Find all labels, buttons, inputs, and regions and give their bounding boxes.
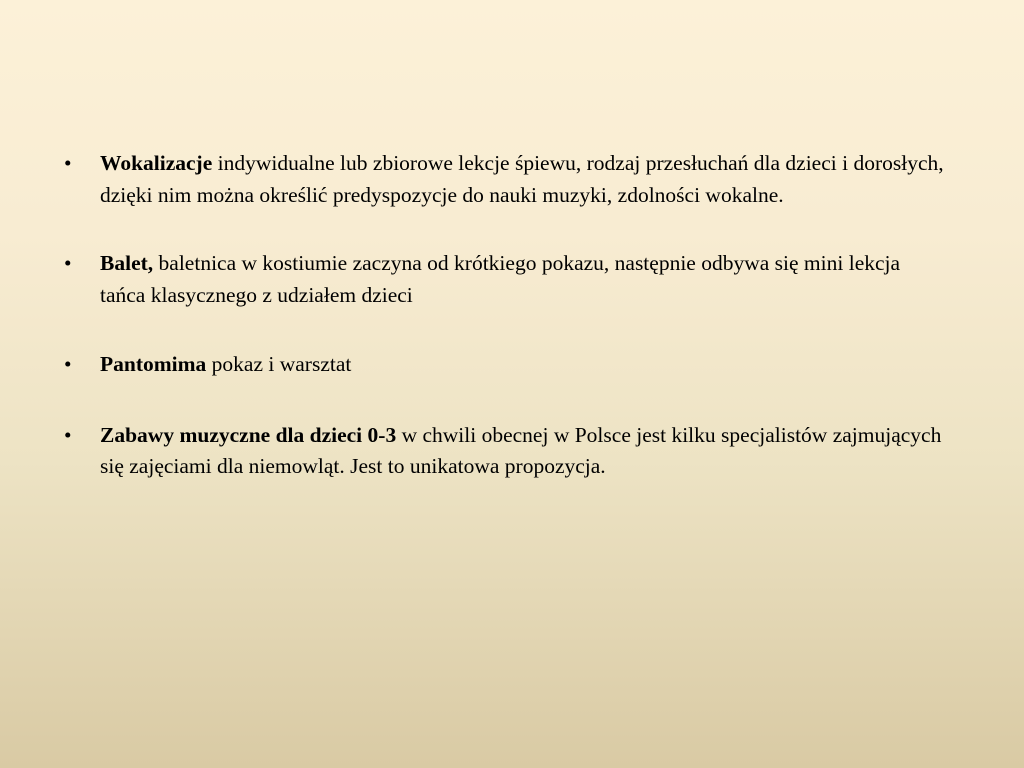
bullet-item-zabawy-muzyczne (64, 420, 944, 483)
bullet-point-icon: • (64, 151, 72, 175)
bullet-heading: Balet, (100, 251, 154, 275)
bullet-point-icon: • (64, 251, 72, 275)
bullet-point-icon: • (64, 352, 72, 376)
bullet-list (64, 148, 944, 522)
bullet-point-icon: • (64, 422, 72, 447)
bullet-item-wokalizacje (64, 148, 944, 211)
bullet-text: pokaz i warsztat (206, 352, 352, 376)
bullet-text: baletnica w kostiumie zaczyna od krótkiego pokazu, następnie odbywa się mini lekcja tańca klasycznego z udziałem dzieci (100, 251, 901, 307)
bullet-heading: Wokalizacje (100, 151, 213, 175)
bullet-heading: Pantomima (100, 352, 207, 376)
bullet-item-balet (64, 248, 944, 311)
bullet-text: w chwili obecnej w Polsce jest kilku specjalistów zajmujących się zajęciami dla niemowląt. Jest to unikatowa propozycja. (100, 422, 942, 478)
bullet-text: indywidualne lub zbiorowe lekcje śpiewu, rodzaj przesłuchań dla dzieci i dorosłych, dzięki nim można określić predyspozycje do nauki muzyki, zdolności wokalne. (100, 151, 944, 207)
bullet-heading: Zabawy muzyczne dla dzieci 0-3 (100, 422, 397, 447)
bullet-item-pantomima (64, 349, 944, 381)
